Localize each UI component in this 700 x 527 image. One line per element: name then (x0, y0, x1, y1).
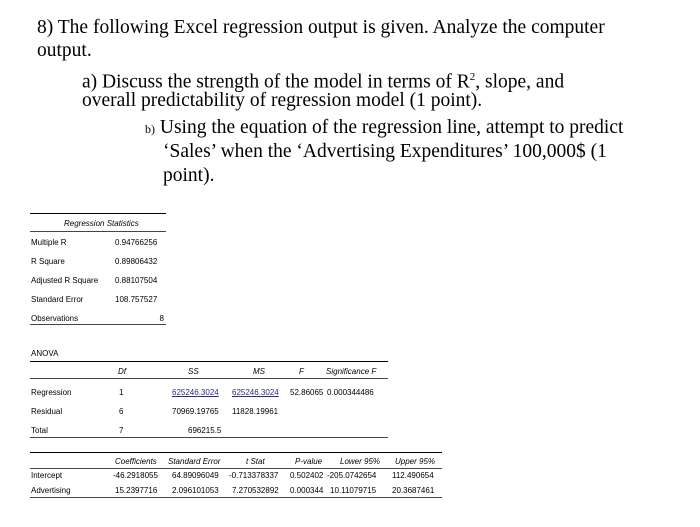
reg-stats-label: Observations (31, 314, 79, 323)
coef-cell-coefficient: -46.2918055 (113, 471, 158, 480)
coef-bottom-rule (30, 497, 442, 498)
anova-header-rule (30, 378, 388, 379)
anova-cell-ss: 70969.19765 (172, 407, 219, 416)
coef-header-p-value: P-value (295, 457, 323, 466)
coef-header-lower-95: Lower 95% (340, 457, 381, 466)
part-b-text: Using the equation of the regression line, attempt to predict (159, 117, 624, 138)
anova-row-label: Regression (31, 388, 72, 397)
anova-cell-significance: 0.000344486 (327, 388, 374, 397)
reg-stats-value: 0.89806432 (115, 257, 158, 266)
anova-header-df: Df (118, 367, 126, 376)
coef-cell-p-value: 0.502402 (290, 471, 324, 480)
anova-row-label: Total (31, 426, 48, 435)
coef-header-t-stat: t Stat (246, 457, 265, 466)
coef-row-label: Intercept (31, 471, 63, 480)
anova-bottom-rule (30, 437, 388, 438)
coef-cell-t-stat: -0.713378337 (229, 471, 279, 480)
reg-stats-title: Regression Statistics (64, 219, 139, 228)
anova-cell-ss: 696215.5 (188, 426, 222, 435)
coef-cell-lower-95: 10.11079715 (330, 486, 377, 495)
coef-cell-t-stat: 7.270532892 (232, 486, 279, 495)
reg-stats-label: Multiple R (31, 238, 67, 247)
anova-header-significance: Significance F (326, 367, 377, 376)
r-squared-superscript: 2 (469, 71, 476, 83)
reg-stats-label: Adjusted R Square (31, 276, 99, 285)
anova-top-rule (30, 361, 388, 362)
reg-stats-label: R Square (31, 257, 65, 266)
anova-row-label: Residual (31, 407, 63, 416)
coef-cell-standard-error: 64.89096049 (172, 471, 219, 480)
coef-cell-p-value: 0.000344 (290, 486, 324, 495)
reg-stats-bottom-rule (30, 324, 166, 325)
anova-cell-ms: 625246.3024 (232, 388, 279, 397)
anova-header-ms: MS (253, 367, 265, 376)
anova-cell-df: 6 (119, 407, 124, 416)
reg-stats-top-rule (30, 213, 166, 214)
reg-stats-label: Standard Error (31, 295, 84, 304)
anova-title: ANOVA (31, 349, 59, 358)
coef-header-coefficients: Coefficients (115, 457, 157, 466)
coef-header-upper-95: Upper 95% (395, 457, 436, 466)
anova-cell-df: 7 (119, 426, 124, 435)
part-b-line-3: point). (163, 165, 215, 186)
question-line-1: 8) The following Excel regression output is given. Analyze the computer (37, 17, 605, 38)
coef-cell-lower-95: -205.0742654 (327, 471, 377, 480)
part-b-line-2: ‘Sales’ when the ‘Advertising Expenditures’ 100,000$ (1 (163, 141, 607, 162)
question-line-2: output. (37, 40, 92, 61)
reg-stats-value: 8 (159, 314, 164, 323)
anova-cell-f: 52.86065 (290, 388, 324, 397)
part-b-marker: b) (145, 122, 155, 136)
coef-row-label: Advertising (31, 486, 71, 495)
coef-cell-upper-95: 20.3687461 (392, 486, 435, 495)
reg-stats-value: 108.757527 (115, 295, 158, 304)
reg-stats-value: 0.88107504 (115, 276, 158, 285)
coef-cell-coefficient: 15.2397716 (115, 486, 158, 495)
coef-header-rule (30, 468, 442, 469)
coef-cell-upper-95: 112.490654 (392, 471, 434, 480)
anova-cell-ss: 625246.3024 (172, 388, 219, 397)
coef-cell-standard-error: 2.096101053 (172, 486, 219, 495)
reg-stats-header-rule (30, 231, 166, 232)
anova-header-f: F (299, 367, 304, 376)
part-b-line-1 (145, 117, 623, 140)
coef-header-standard-error: Standard Error (168, 457, 221, 466)
part-a-line-2: overall predictability of regression model (1 point). (82, 90, 483, 111)
anova-header-ss: SS (188, 367, 199, 376)
anova-cell-ms: 11828.19961 (232, 407, 279, 416)
part-a-text-end: , slope, and (475, 71, 565, 93)
coef-top-rule (30, 452, 442, 453)
anova-cell-df: 1 (119, 388, 124, 397)
part-a-text: a) Discuss the strength of the model in terms of R (82, 71, 470, 93)
reg-stats-value: 0.94766256 (115, 238, 158, 247)
